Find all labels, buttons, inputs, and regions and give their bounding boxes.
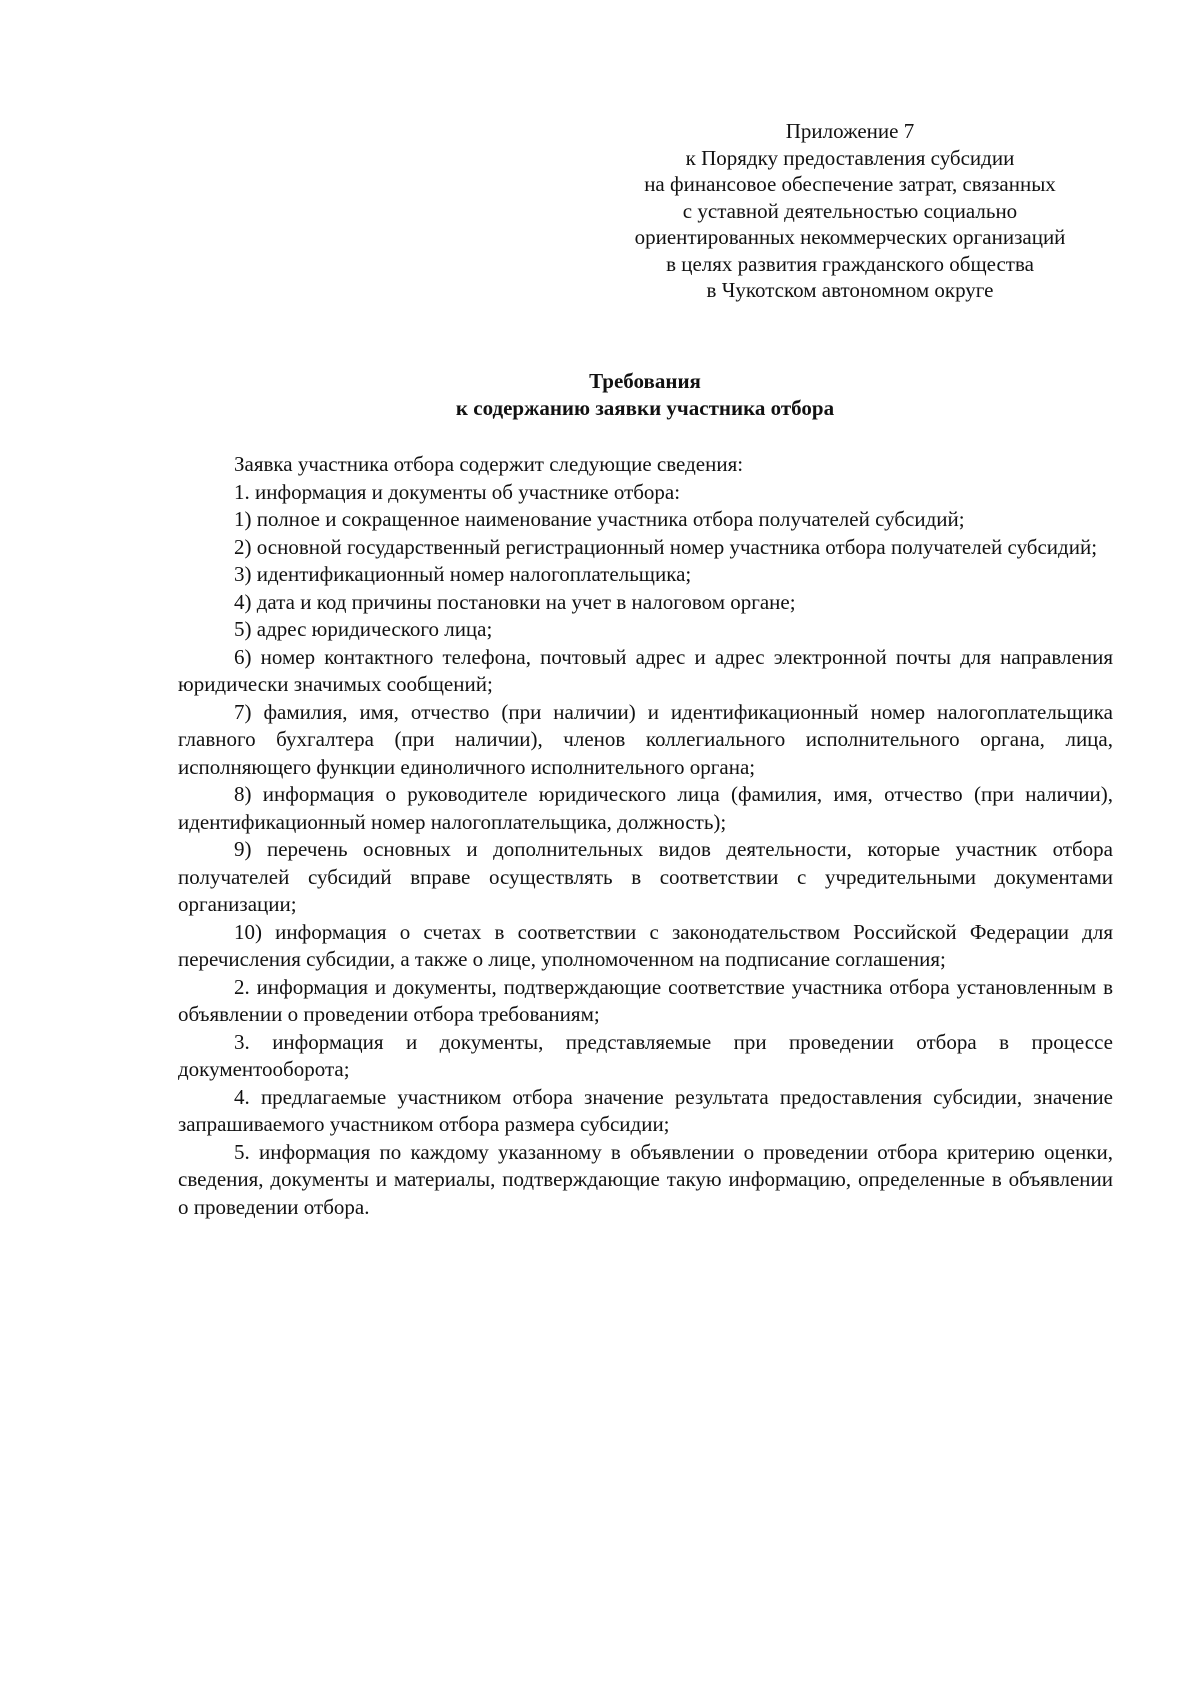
appendix-header-line: в целях развития гражданского общества — [666, 251, 1034, 276]
body-paragraph: 10) информация о счетах в соответствии с законодательством Российской Федерации для перечисления субсидии, а также о лице, уполномоченном на подписание соглашения; — [178, 919, 1113, 971]
body-paragraph: 2) основной государственный регистрационный номер участника отбора получателей субсидий; — [234, 534, 1098, 559]
body-paragraph: 2. информация и документы, подтверждающие соответствие участника отбора установленным в объявлении о проведении отбора требованиям; — [178, 974, 1113, 1026]
document-title-line: Требования — [589, 369, 701, 393]
appendix-header-line: в Чукотском автономном округе — [706, 278, 994, 302]
body-paragraph: 4) дата и код причины постановки на учет в налоговом органе; — [234, 589, 796, 614]
appendix-header — [600, 118, 1100, 304]
document-subtitle-line: к содержанию заявки участника отбора — [455, 396, 835, 420]
body-paragraph: 7) фамилия, имя, отчество (при наличии) и идентификационный номер налогоплательщика главного бухгалтера (при наличии), членов коллегиального исполнительного органа, лица, исполняющего функции единоличного исполнительного органа; — [178, 699, 1113, 779]
body-paragraph: 5. информация по каждому указанному в объявлении о проведении отбора критерию оценки, сведения, документы и материалы, подтверждающие такую информацию, определенные в объявлении о проведении отбора. — [178, 1139, 1113, 1219]
body-paragraph: 1. информация и документы об участнике отбора: — [234, 479, 681, 504]
appendix-header-line: ориентированных некоммерческих организаций — [634, 225, 1066, 249]
appendix-header-line: на финансовое обеспечение затрат, связанных — [644, 172, 1056, 196]
body-paragraph: 3) идентификационный номер налогоплательщика; — [234, 562, 692, 586]
document-body — [178, 451, 1113, 1221]
appendix-header-line: к Порядку предоставления субсидии — [685, 145, 1015, 170]
body-paragraph: 6) номер контактного телефона, почтовый адрес и адрес электронной почты для направления юридически значимых сообщений; — [178, 644, 1113, 696]
document-title — [0, 368, 1200, 422]
body-paragraph: 9) перечень основных и дополнительных видов деятельности, которые участник отбора получателей субсидий вправе осуществлять в соответствии с учредительными документами организации; — [178, 837, 1113, 916]
body-paragraph: 3. информация и документы, представляемые при проведении отбора в процессе документооборота; — [178, 1029, 1113, 1081]
appendix-header-line: Приложение 7 — [785, 119, 915, 143]
body-paragraph: 8) информация о руководителе юридического лица (фамилия, имя, отчество (при наличии), идентификационный номер налогоплательщика, должность); — [178, 782, 1113, 834]
body-paragraph: 5) адрес юридического лица; — [234, 617, 493, 641]
appendix-header-line: с уставной деятельностью социально — [682, 198, 1018, 223]
body-paragraph: Заявка участника отбора содержит следующие сведения: — [234, 452, 744, 476]
body-paragraph: 4. предлагаемые участником отбора значение результата предоставления субсидии, значение запрашиваемого участником отбора размера субсидии; — [178, 1084, 1113, 1136]
body-paragraph: 1) полное и сокращенное наименование участника отбора получателей субсидий; — [234, 507, 965, 531]
